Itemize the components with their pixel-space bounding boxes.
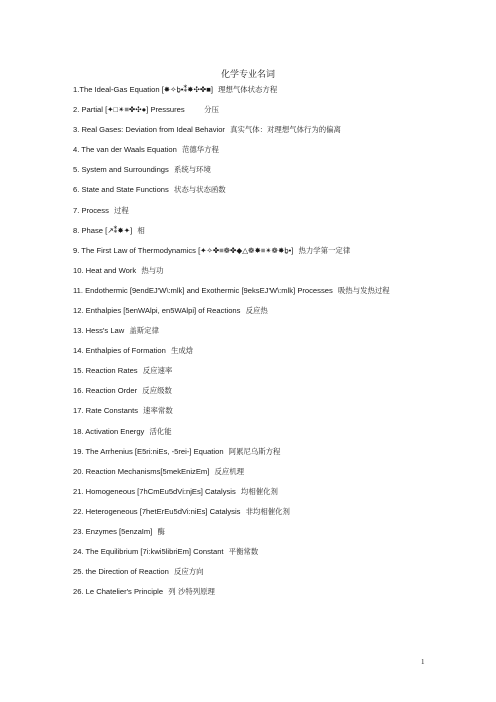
term-chinese: 非均相催化剂	[245, 506, 290, 516]
term-list	[73, 84, 423, 606]
term-english: 8. Phase [↗⁑✸✦]	[73, 225, 133, 235]
list-item	[73, 426, 423, 437]
term-english: 17. Rate Constants	[73, 406, 139, 416]
term-chinese: 阿累尼乌斯方程	[228, 446, 281, 456]
list-item	[73, 526, 423, 537]
list-item	[73, 285, 423, 296]
term-english: 18. Activation Energy	[73, 426, 145, 436]
term-chinese: 均相催化剂	[240, 486, 278, 496]
term-english: 15. Reaction Rates	[73, 366, 138, 376]
term-chinese: 列 沙特列原理	[168, 587, 215, 597]
term-english: 5. System and Surroundings	[73, 165, 169, 175]
list-item	[73, 546, 423, 557]
list-item	[73, 184, 423, 195]
list-item	[73, 265, 423, 276]
term-english: 21. Homogeneous [7hCmEu5dVi:njEs] Catalysis	[73, 486, 236, 496]
list-item	[73, 205, 423, 216]
term-english: 13. Hess's Law	[73, 326, 125, 336]
term-chinese: 系统与环境	[173, 165, 211, 175]
term-chinese: 状态与状态函数	[173, 185, 226, 195]
term-english: 25. the Direction of Reaction	[73, 567, 169, 577]
term-english: 12. Enthalpies [5enWAlpi, en5WAlpi] of Reactions	[73, 305, 241, 315]
term-english: 9. The First Law of Thermodynamics [✦✧✤≡❁✤◆△❁✸≡✴❁✸ḇ•]	[73, 245, 294, 255]
page-title: 化学专业名词	[220, 70, 275, 80]
list-item	[73, 586, 423, 597]
list-item	[73, 225, 423, 236]
term-chinese: 过程	[114, 205, 129, 215]
term-english: 22. Heterogeneous [7hetErEu5dVi:niEs] Catalysis	[73, 506, 241, 516]
term-chinese: 吸热与发热过程	[337, 285, 390, 295]
term-english: 20. Reaction Mechanisms[5mekEnizEm]	[73, 466, 210, 476]
term-english: 7. Process	[73, 205, 109, 215]
list-item	[73, 365, 423, 376]
list-item	[73, 84, 423, 95]
term-chinese: 生成焓	[171, 346, 194, 356]
list-item	[73, 345, 423, 356]
term-chinese: 反应速率	[142, 366, 173, 376]
list-item	[73, 104, 423, 115]
list-item	[73, 566, 423, 577]
list-item	[73, 385, 423, 396]
term-chinese: 理想气体状态方程	[218, 85, 278, 94]
list-item	[73, 305, 423, 316]
term-chinese: 反应热	[245, 305, 268, 315]
list-item	[73, 446, 423, 457]
term-chinese: 盖斯定律	[129, 326, 159, 336]
list-item	[73, 405, 423, 416]
term-english: 23. Enzymes [5enzaIm]	[73, 526, 153, 536]
term-chinese: 活化能	[149, 426, 172, 436]
list-item	[73, 124, 423, 135]
list-item	[73, 245, 423, 256]
term-chinese: 热与功	[141, 265, 164, 275]
term-chinese: 热力学第一定律	[298, 245, 351, 255]
term-english: 3. Real Gases: Deviation from Ideal Behavior	[73, 125, 225, 135]
term-chinese: 酶	[157, 526, 165, 536]
term-chinese: 平衡常数	[228, 547, 259, 557]
list-item	[73, 506, 423, 517]
term-english: 2. Partial [✦□✴≡✤✣●] Pressures	[73, 105, 185, 115]
term-english: 11. Endothermic [9endEJ'W\:mlk] and Exothermic [9eksEJ'W\:mlk] Processes	[73, 285, 333, 295]
term-english: 10. Heat and Work	[73, 265, 137, 275]
term-english: 1.The Ideal-Gas Equation [✸✧ḇ•⁑✸✣✤■]	[73, 85, 213, 94]
term-chinese: 反应机理	[214, 466, 245, 476]
list-item	[73, 466, 423, 477]
list-item	[73, 144, 423, 155]
term-chinese: 范德华方程	[181, 145, 219, 155]
list-item	[73, 486, 423, 497]
term-english: 16. Reaction Order	[73, 386, 138, 396]
term-chinese: 分压	[187, 105, 219, 115]
term-chinese: 相	[137, 225, 145, 235]
term-english: 24. The Equilibrium [7i:kwi5libriEm] Constant	[73, 547, 224, 557]
list-item	[73, 325, 423, 336]
term-chinese: 真实气体：对理想气体行为的偏离	[230, 125, 341, 135]
term-english: 14. Enthalpies of Formation	[73, 346, 166, 356]
page-number: 1	[421, 658, 425, 666]
term-english: 19. The Arrhenius [E5ri:niEs, -5rei-] Equation	[73, 446, 224, 456]
term-chinese: 反应方向	[173, 567, 204, 577]
term-chinese: 反应级数	[142, 386, 172, 396]
term-english: 4. The van der Waals Equation	[73, 145, 177, 155]
list-item	[73, 164, 423, 175]
term-english: 6. State and State Functions	[73, 185, 169, 195]
term-english: 26. Le Chatelier's Principle	[73, 587, 164, 597]
term-chinese: 速率常数	[143, 406, 173, 416]
